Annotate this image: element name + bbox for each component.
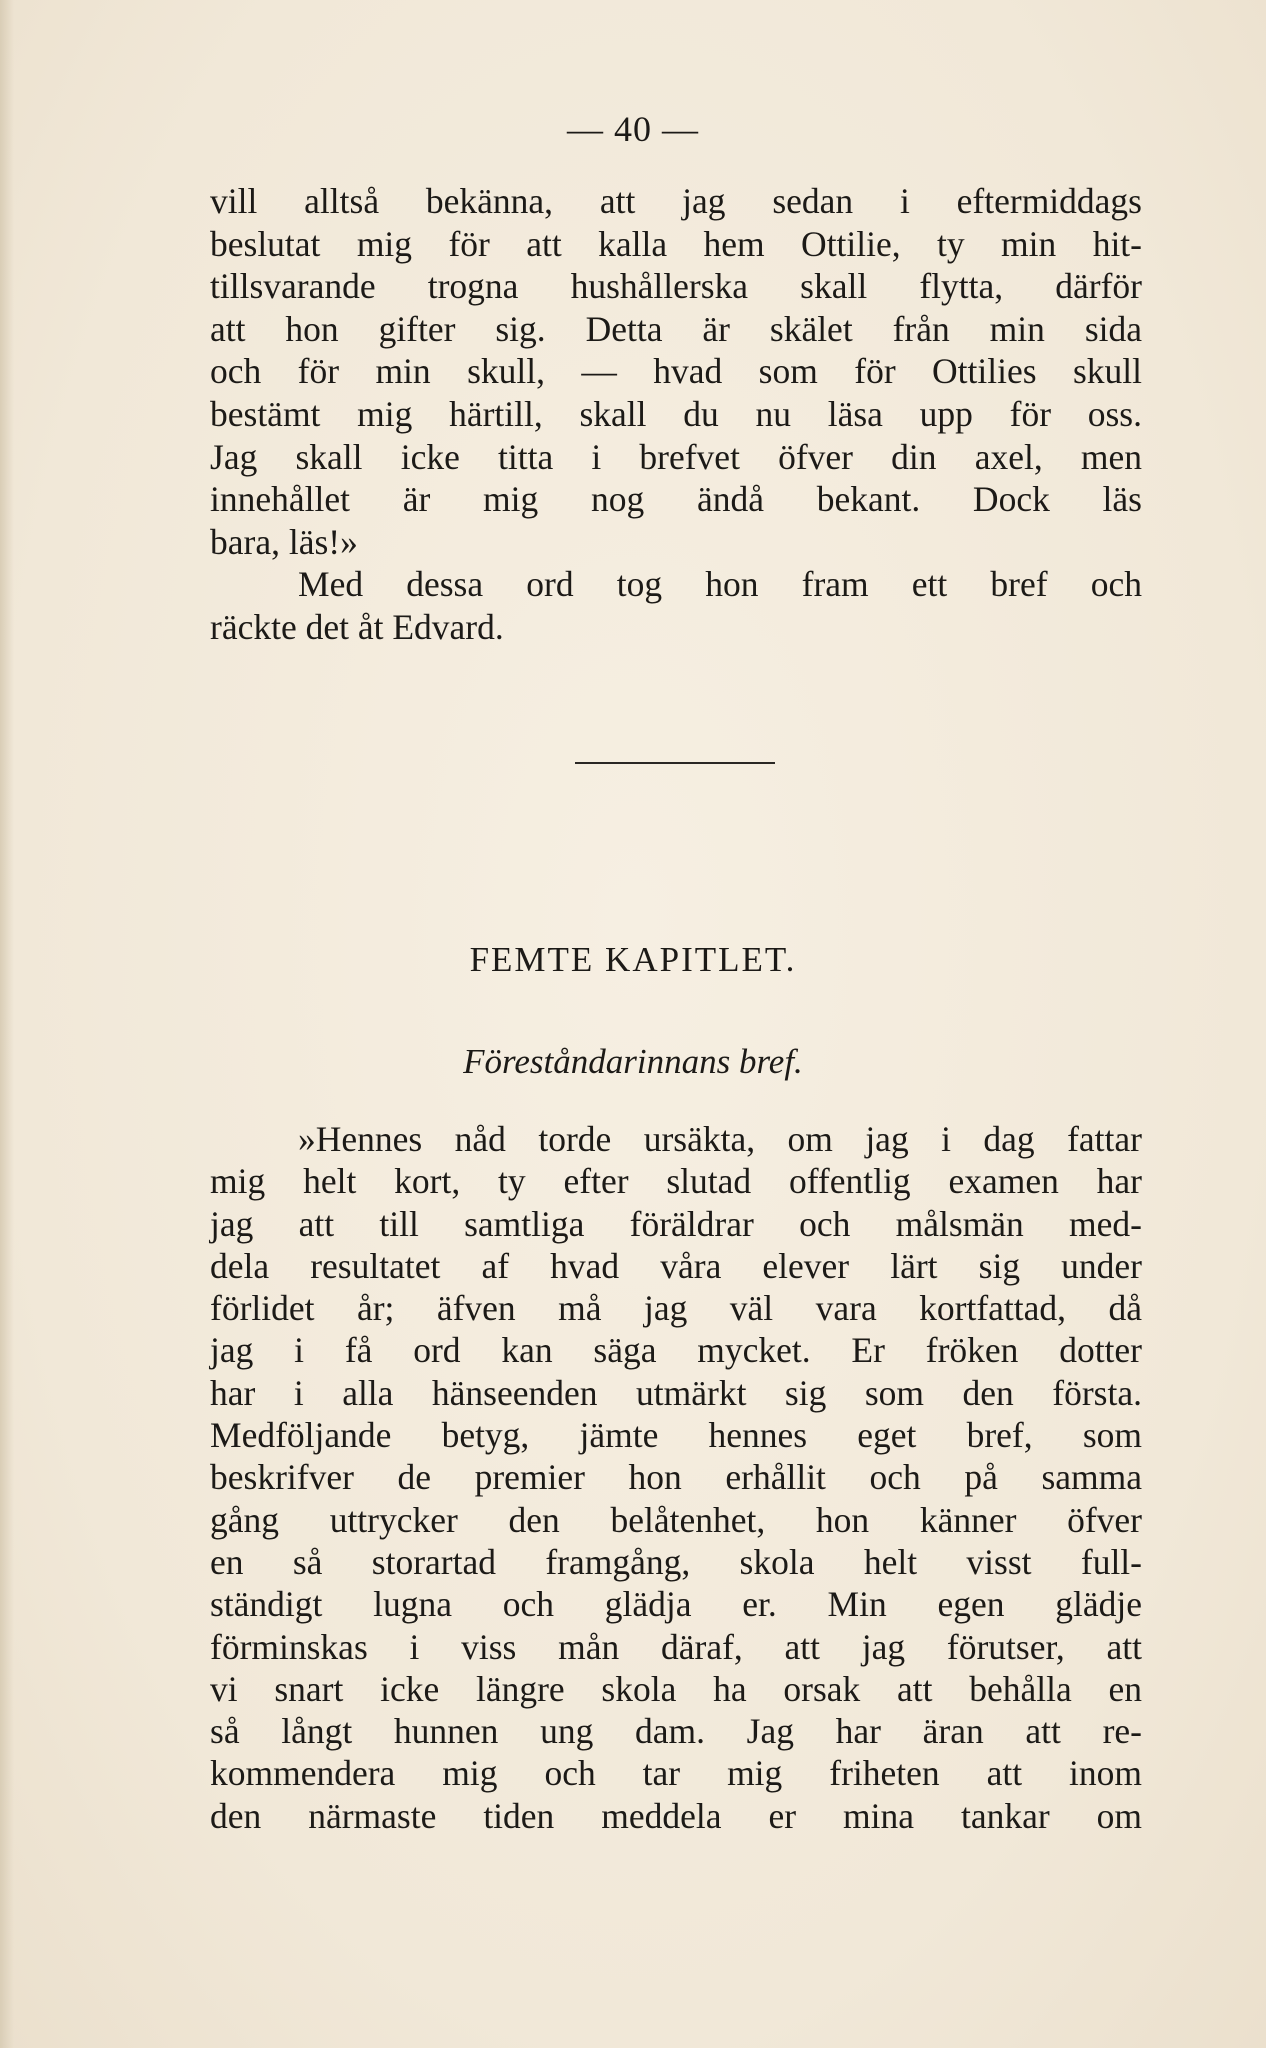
text-line: förminskas i viss mån däraf, att jag förutser, att: [210, 1626, 1142, 1667]
text-line: Med dessa ord tog hon fram ett bref och: [298, 564, 1142, 605]
text-line: räckte det åt Edvard.: [210, 606, 504, 647]
text-line: vi snart icke längre skola ha orsak att behålla en: [210, 1668, 1142, 1709]
text-block-lower: [210, 1118, 1142, 1837]
text-line: vill alltså bekänna, att jag sedan i eftermiddags: [210, 181, 1142, 221]
text-line: jag i få ord kan säga mycket. Er fröken dotter: [210, 1330, 1142, 1371]
text-line: Jag skall icke titta i brefvet öfver din axel, men: [210, 436, 1142, 477]
chapter-title: FEMTE KAPITLET.: [469, 940, 797, 979]
chapter-subtitle: Föreståndarinnans bref.: [463, 1042, 803, 1081]
text-line: beskrifver de premier hon erhållit och på samma: [210, 1457, 1142, 1498]
text-line: förlidet år; äfven må jag väl vara kortfattad, då: [210, 1288, 1142, 1329]
text-line: en så storartad framgång, skola helt visst full-: [210, 1541, 1142, 1582]
text-line: gång uttrycker den belåtenhet, hon känner öfver: [210, 1499, 1142, 1540]
text-line: att hon gifter sig. Detta är skälet från min sida: [210, 308, 1142, 349]
text-line: beslutat mig för att kalla hem Ottilie, ty min hit-: [210, 223, 1142, 264]
page-edge-shadow: [0, 0, 14, 2048]
text-line: innehållet är mig nog ändå bekant. Dock läs: [210, 479, 1142, 520]
page-number: — 40 —: [567, 109, 699, 149]
text-line: mig helt kort, ty efter slutad offentlig examen har: [210, 1161, 1142, 1202]
text-line: bara, läs!»: [210, 521, 358, 562]
text-line: har i alla hänseenden utmärkt sig som den första.: [210, 1372, 1142, 1413]
text-line: Medföljande betyg, jämte hennes eget bref, som: [210, 1415, 1142, 1456]
text-line: den närmaste tiden meddela er mina tankar om: [210, 1795, 1142, 1836]
text-line: dela resultatet af hvad våra elever lärt sig under: [210, 1245, 1142, 1286]
text-line: bestämt mig härtill, skall du nu läsa upp för oss.: [210, 393, 1142, 434]
section-divider: [575, 762, 775, 764]
text-line: tillsvarande trogna hushållerska skall flytta, därför: [210, 266, 1142, 307]
text-line: och för min skull, — hvad som för Ottilies skull: [210, 351, 1142, 392]
text-line: kommendera mig och tar mig friheten att inom: [210, 1753, 1142, 1794]
text-line: så långt hunnen ung dam. Jag har äran att re-: [210, 1711, 1142, 1752]
text-line: »Hennes nåd torde ursäkta, om jag i dag fattar: [298, 1119, 1142, 1159]
text-line: ständigt lugna och glädja er. Min egen glädje: [210, 1584, 1142, 1625]
text-block-upper: [210, 180, 1142, 649]
text-line: jag att till samtliga föräldrar och målsmän med-: [210, 1203, 1142, 1244]
